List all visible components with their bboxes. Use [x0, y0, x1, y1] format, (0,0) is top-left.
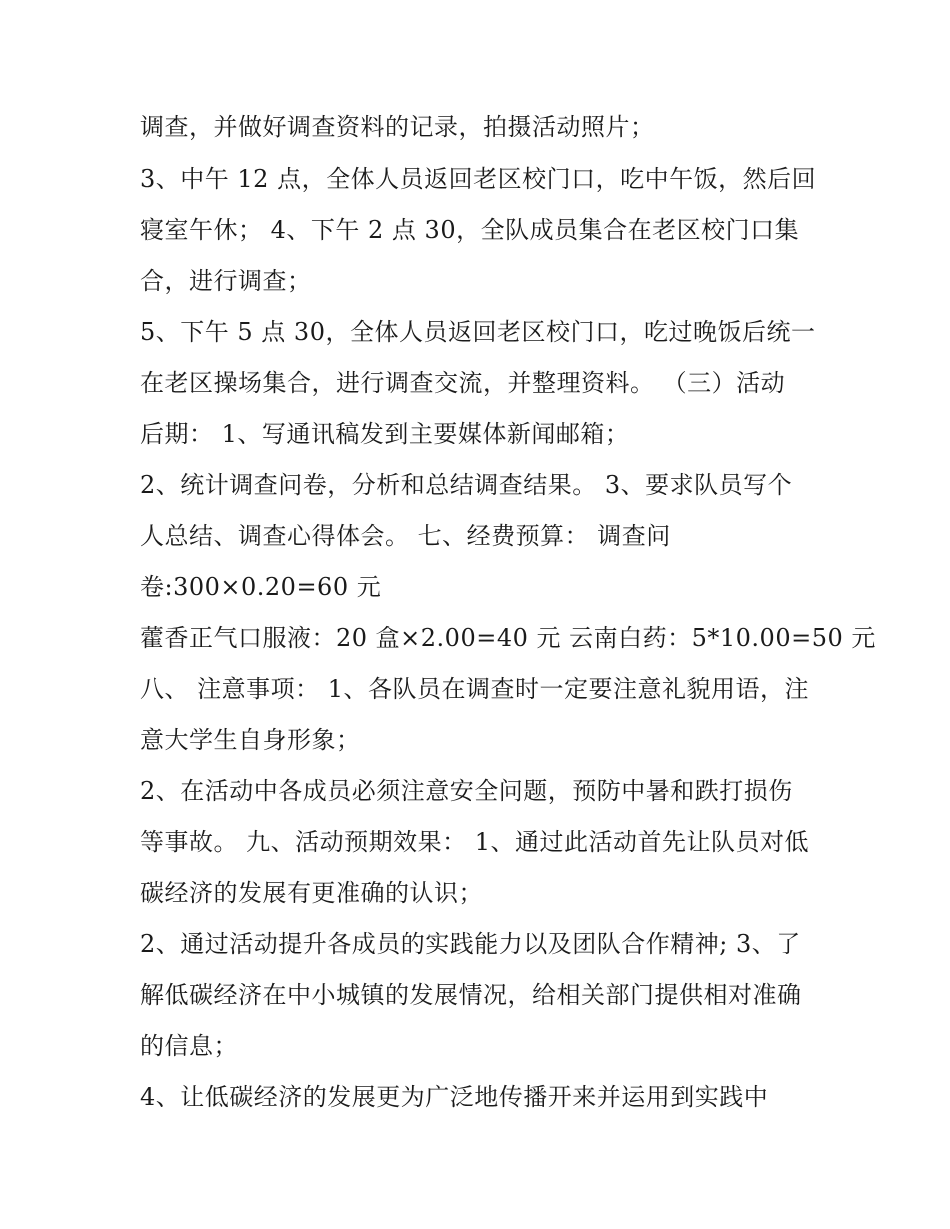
text-line: 调查，并做好调查资料的记录，拍摄活动照片；: [140, 113, 655, 141]
text-line: 2、通过活动提升各成员的实践能力以及团队合作精神; 3、了: [140, 930, 801, 958]
text-line: 后期： 1、写通讯稿发到主要媒体新闻邮箱；: [140, 420, 630, 448]
text-line: 2、在活动中各成员必须注意安全问题，预防中暑和跌打损伤: [140, 777, 793, 805]
text-line: 人总结、调查心得体会。 七、经费预算： 调查问: [140, 522, 671, 550]
text-line: 合，进行调查；: [140, 267, 312, 295]
text-line: 4、让低碳经济的发展更为广泛地传播开来并运用到实践中: [140, 1083, 769, 1111]
text-line: 解低碳经济在中小城镇的发展情况，给相关部门提供相对准确: [140, 981, 802, 1009]
text-line: 藿香正气口服液：20 盒×2.00=40 元 云南白药：5*10.00=50 元: [140, 624, 876, 652]
text-line: 八、 注意事项： 1、各队员在调查时一定要注意礼貌用语，注: [140, 675, 810, 703]
text-line: 在老区操场集合，进行调查交流，并整理资料。 （三）活动: [140, 369, 786, 397]
text-line: 3、中午 12 点，全体人员返回老区校门口，吃中午饭，然后回: [140, 165, 817, 193]
text-line: 等事故。 九、活动预期效果： 1、通过此活动首先让队员对低: [140, 828, 810, 856]
text-line: 卷:300×0.20=60 元: [140, 573, 382, 601]
text-line: 2、统计调查问卷，分析和总结调查结果。 3、要求队员写个: [140, 471, 793, 499]
text-line: 寝室午休； 4、下午 2 点 30，全队成员集合在老区校门口集: [140, 216, 800, 244]
text-line: 意大学生自身形象；: [140, 726, 361, 754]
text-line: 5、下午 5 点 30，全体人员返回老区校门口，吃过晚饭后统一: [140, 318, 816, 346]
text-line: 碳经济的发展有更准确的认识；: [140, 879, 483, 907]
text-line: 的信息；: [140, 1032, 238, 1060]
